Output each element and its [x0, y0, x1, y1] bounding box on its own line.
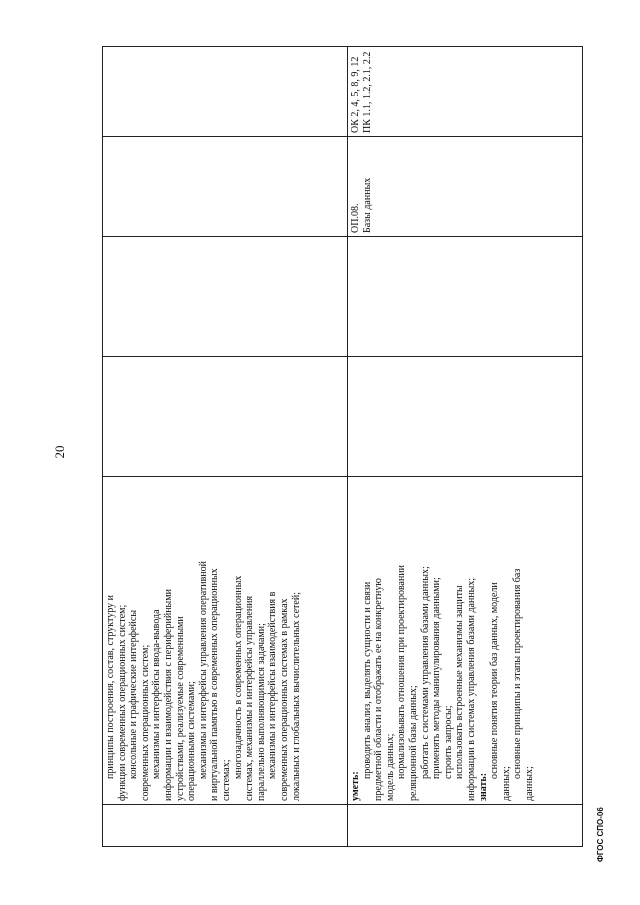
competency-line: ОК 2, 4, 5, 8, 9, 12: [350, 56, 361, 133]
content-line: устройствами, реализуемые современными: [174, 616, 186, 801]
index-cell: [103, 805, 348, 847]
competency-line: ПК 1.1, 1.2, 2.1, 2.2: [361, 51, 373, 133]
content-line: основные понятия теории баз данных, модели: [489, 582, 501, 779]
content-line: механизмы и интерфейсы ввода-вывода: [151, 609, 163, 779]
content-line: информации в системах управления базами данных;: [465, 577, 477, 801]
content-line: и виртуальной памятью в современных операционных: [209, 568, 221, 801]
hours2-cell: [103, 237, 348, 357]
hours2-cell: [348, 237, 583, 357]
discipline-cell: [348, 137, 583, 237]
hours-cell: [348, 357, 583, 477]
table-row: [348, 47, 583, 847]
index-cell: [348, 805, 583, 847]
competencies-cell: [348, 47, 583, 137]
content-line: строить запросы;: [442, 705, 454, 779]
hours-cell: [103, 357, 348, 477]
content-line: многозадачность в современных операционных: [232, 575, 244, 779]
page-number: 20: [52, 445, 67, 459]
table-row: [103, 47, 348, 847]
content-line: работать с системами управления базами данных;: [419, 566, 431, 779]
content-line: реляционной базы данных;: [407, 685, 419, 801]
content-line: принципы построения, состав, структуру и: [105, 595, 116, 779]
discipline-cell: [103, 137, 348, 237]
content-line: проводить анализ, выделять сущности и связи: [361, 581, 373, 779]
content-line: основные принципы и этапы проектирования баз: [512, 568, 524, 779]
discipline-code: ОП.08.: [350, 203, 361, 233]
content-line: современных операционных систем;: [139, 644, 151, 801]
content-line: предметной области и отображать ее на конкретную: [373, 578, 385, 801]
footer-code: ФГОС СПО-06: [596, 807, 605, 862]
content-line: современных операционных системах в рамках: [278, 598, 290, 801]
content-line: информации и взаимодействия с периферийными: [162, 589, 174, 801]
content-line: применять методы манипулирования данными;: [431, 577, 443, 779]
content-line: функции современных операционных систем;: [116, 604, 128, 801]
content-line: механизмы и интерфейсы управления оперативной: [197, 560, 209, 779]
content-line: нормализовывать отношения при проектировании: [396, 564, 408, 779]
content-line: механизмы и интерфейсы взаимодействия в: [267, 591, 279, 779]
content-line: уметь:: [350, 771, 361, 801]
content-line: знать:: [477, 772, 489, 801]
content-line: системах, механизмы и интерфейсы управления: [244, 595, 256, 801]
content-cell: [348, 477, 583, 805]
content-cell: [103, 477, 348, 805]
competencies-cell: [103, 47, 348, 137]
content-line: системах;: [220, 759, 232, 801]
content-line: консольные и графические интерфейсы: [128, 609, 140, 779]
content-line: операционными системами;: [186, 681, 198, 801]
content-line: модель данных;: [384, 733, 396, 801]
content-line: локальных и глобальных вычислительных сетей;: [290, 592, 302, 801]
standards-table: [102, 46, 583, 847]
content-line: данных;: [523, 766, 535, 801]
standards-table-container: [102, 47, 582, 847]
content-line: использовать встроенные механизмы защиты: [454, 585, 466, 779]
discipline-name: Базы данных: [361, 177, 373, 233]
content-line: данных;: [500, 766, 512, 801]
content-line: параллельно выполняющимися задачами;: [255, 623, 267, 801]
